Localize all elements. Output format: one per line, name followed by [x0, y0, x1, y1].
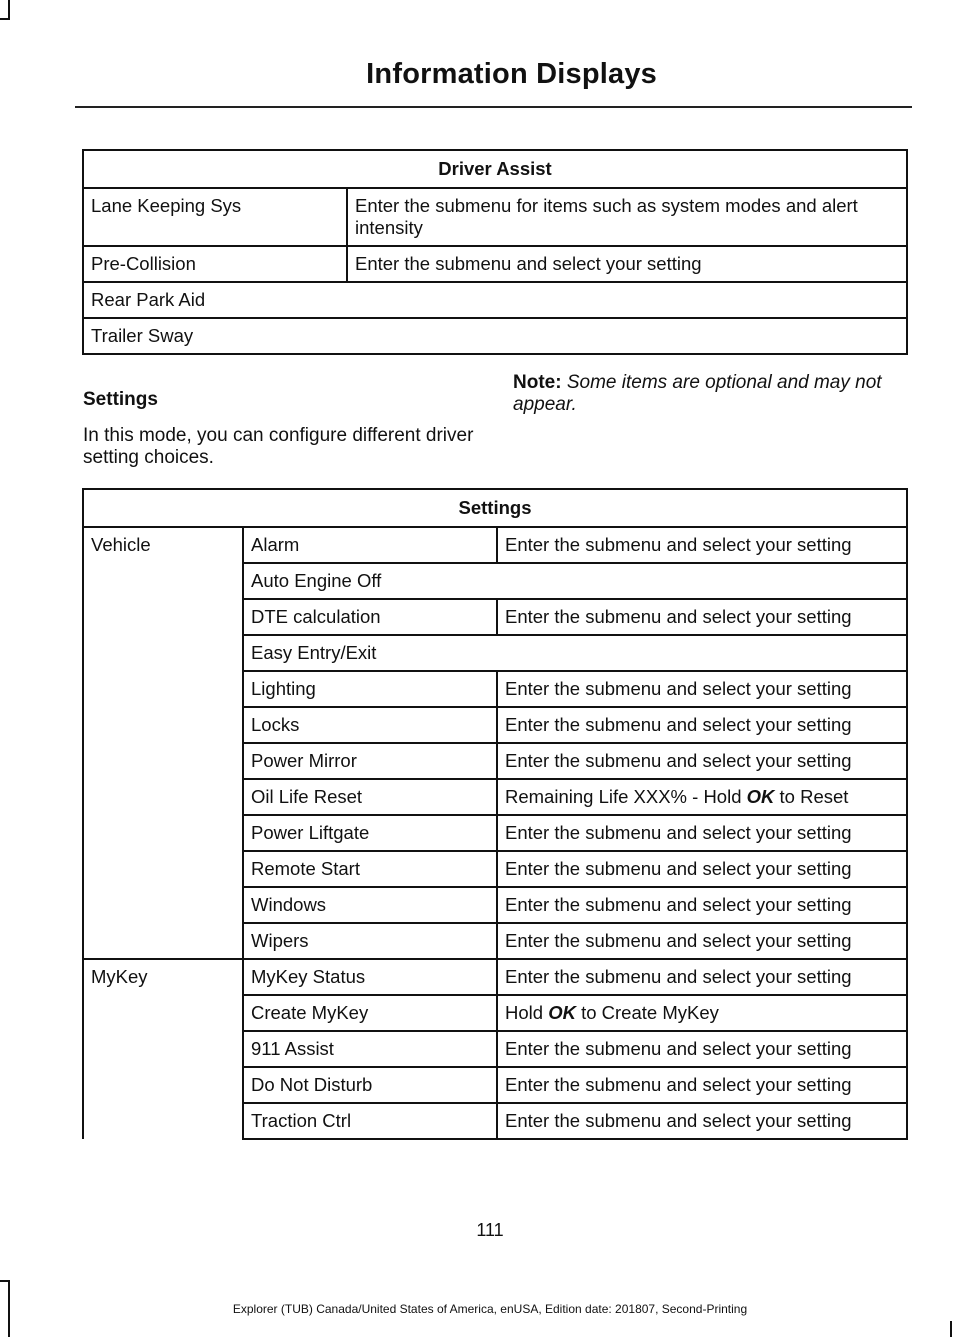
item-cell: 911 Assist	[243, 1031, 497, 1067]
table-heading: Driver Assist	[83, 150, 907, 188]
item-cell: Do Not Disturb	[243, 1067, 497, 1103]
crop-mark-top-left	[8, 0, 10, 20]
crop-mark-bottom-right	[950, 1321, 952, 1337]
action-cell: Enter the submenu and select your setting	[497, 923, 907, 959]
item-cell: Alarm	[243, 527, 497, 563]
crop-mark-bottom-left	[0, 1280, 10, 1282]
action-cell: Enter the submenu and select your setting	[497, 1067, 907, 1103]
table-heading: Settings	[83, 489, 907, 527]
section-heading: Settings	[83, 389, 158, 410]
item-cell: DTE calculation	[243, 599, 497, 635]
note-label: Note:	[513, 372, 562, 393]
table-row	[83, 318, 907, 354]
item-cell: Windows	[243, 887, 497, 923]
action-cell: Enter the submenu and select your setting	[497, 599, 907, 635]
table-row	[83, 282, 907, 318]
action-text: Hold	[505, 1002, 549, 1023]
item-cell: Locks	[243, 707, 497, 743]
page-number: 111	[476, 1220, 504, 1240]
action-cell: Enter the submenu for items such as system modes and alert intensity	[347, 188, 907, 246]
table-row	[83, 959, 907, 995]
body-paragraph: In this mode, you can configure different driver setting choices.	[83, 425, 474, 468]
action-cell: Enter the submenu and select your setting	[497, 743, 907, 779]
action-text: Remaining Life XXX% - Hold	[505, 786, 747, 807]
action-cell: Enter the submenu and select your setting	[497, 1031, 907, 1067]
item-cell: Easy Entry/Exit	[243, 635, 907, 671]
action-cell: Enter the submenu and select your setting	[497, 527, 907, 563]
item-cell: Create MyKey	[243, 995, 497, 1031]
item-cell: Rear Park Aid	[83, 282, 907, 318]
title-rule	[75, 106, 912, 108]
item-cell: Power Liftgate	[243, 815, 497, 851]
action-cell: Enter the submenu and select your setting	[497, 815, 907, 851]
category-cell-vehicle: Vehicle	[83, 527, 243, 959]
action-cell	[497, 995, 907, 1031]
action-cell: Enter the submenu and select your setting	[497, 1103, 907, 1139]
table-row	[83, 246, 907, 282]
ok-button-label: OK	[746, 786, 775, 807]
action-cell: Enter the submenu and select your setting	[497, 851, 907, 887]
item-cell: Lighting	[243, 671, 497, 707]
table-row	[83, 188, 907, 246]
item-cell: Remote Start	[243, 851, 497, 887]
driver-assist-table	[82, 149, 908, 355]
action-cell: Enter the submenu and select your setting	[497, 887, 907, 923]
action-cell: Enter the submenu and select your setting	[347, 246, 907, 282]
item-cell: Wipers	[243, 923, 497, 959]
item-cell: Power Mirror	[243, 743, 497, 779]
item-cell: Trailer Sway	[83, 318, 907, 354]
item-cell: Traction Ctrl	[243, 1103, 497, 1139]
footer-edition: Explorer (TUB) Canada/United States of America, enUSA, Edition date: 201807, Second-Printing	[232, 1302, 748, 1316]
note	[513, 372, 903, 416]
action-text: to Reset	[774, 786, 849, 807]
page-title: Information Displays	[366, 58, 657, 90]
item-cell: Auto Engine Off	[243, 563, 907, 599]
action-text: to Create MyKey	[575, 1002, 719, 1023]
item-cell: MyKey Status	[243, 959, 497, 995]
category-cell-mykey: MyKey	[83, 959, 243, 1139]
crop-mark-top-left	[0, 18, 10, 20]
item-cell: Pre-Collision	[83, 246, 347, 282]
ok-button-label: OK	[548, 1002, 576, 1023]
settings-table	[82, 488, 908, 1140]
action-cell	[497, 779, 907, 815]
action-cell: Enter the submenu and select your setting	[497, 959, 907, 995]
action-cell: Enter the submenu and select your setting	[497, 707, 907, 743]
table-row	[83, 527, 907, 563]
note-text: Some items are optional and may not appear.	[513, 372, 882, 415]
action-cell: Enter the submenu and select your setting	[497, 671, 907, 707]
item-cell: Lane Keeping Sys	[83, 188, 347, 246]
item-cell: Oil Life Reset	[243, 779, 497, 815]
